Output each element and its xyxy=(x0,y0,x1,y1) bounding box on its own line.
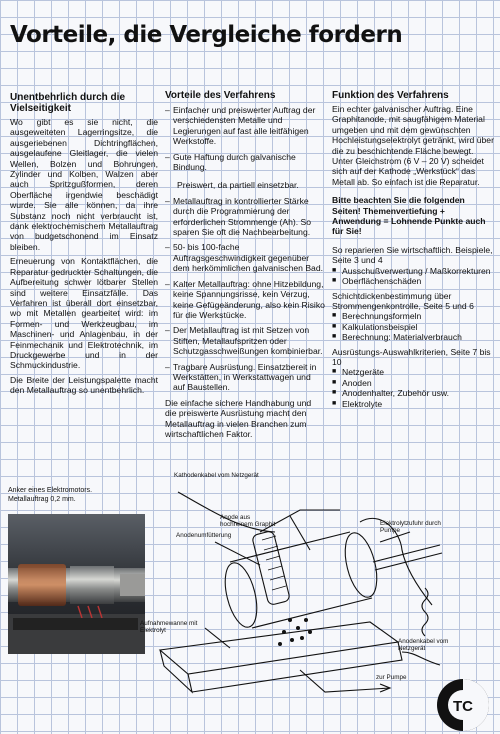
column-advantages xyxy=(165,90,325,443)
versatility-paragraph-3: Die Breite der Leistungspalette macht den Metallauftrag so unentbehrlich. xyxy=(10,374,158,396)
advantage-item: – Kalter Metallauftrag: ohne Hitzebildung, keine Spannungsrisse, kein Verzug, keine Gefügeänderung, also kein Risiko für die Werkstücke. xyxy=(165,279,325,321)
advantage-item: – Einfacher und preiswerter Auftrag der verschiedensten Metalle und Legierungen auf fast alle leitfähigen Werkstoffe. xyxy=(165,105,325,147)
motor-armature-photo xyxy=(8,514,145,654)
advantages-closing: Die einfache sichere Handhabung und die preiswerte Ausrüstung macht den Metallauftrag in vielen Branchen zum wirtschaftlichen Faktor. xyxy=(165,397,312,439)
section-heading-function: Funktion des Verfahrens xyxy=(332,90,449,101)
notice-text: Bitte beachten Sie die folgenden Seiten! Themenvertiefung + Anwendung = Lohnende Punkte auch für Sie! xyxy=(332,195,486,237)
logo-text: TC xyxy=(453,698,473,715)
list-item: ■ Ausschußverwertung / Maßkorrekturen xyxy=(332,266,494,276)
label-tray: Aufnahmewanne mit Elektrolyt xyxy=(140,620,198,635)
list-item: ■ Berechnung: Materialverbrauch xyxy=(332,332,494,342)
section-heading-advantages: Vorteile des Verfahrens xyxy=(165,90,276,101)
process-diagram xyxy=(140,470,450,720)
advantages-list xyxy=(165,105,325,393)
list-item: ■ Anodenhalter, Zubehör usw. xyxy=(332,388,494,398)
column-versatility xyxy=(10,92,158,400)
list-item: ■ Anoden xyxy=(332,378,494,388)
label-anode-cable: Anodenkabel vom Netzgerät xyxy=(398,638,449,653)
tc-logo xyxy=(436,678,490,732)
list-item: ■ Elektrolyte xyxy=(332,399,494,409)
repair-intro: So reparieren Sie wirtschaftlich. Beispiele, Seite 3 und 4 xyxy=(332,244,493,266)
advantage-item: – Der Metallauftrag ist mit Setzen von Stiften, Metallaufspritzen oder Schutzgasschweißungen kombinierbar. xyxy=(165,325,325,356)
diagram-drawing xyxy=(140,470,450,720)
section-heading-versatility: Unentbehrlich durch die Vielseitigkeit xyxy=(10,92,126,114)
equipment-intro: Ausrüstungs-Auswahlkriterien, Seite 7 bis 10 xyxy=(332,346,491,367)
advantage-subnote: Preiswert, da partiell einsetzbar. xyxy=(177,180,299,191)
label-pump: zur Pumpe xyxy=(376,674,407,681)
versatility-paragraph-1: Wo gibt es sie nicht, die ausgeweiteten Lagerringsitze, die ausgeriebenen Dichtringflächen, ausgelaufene Gleitlager, die vielen Wellen, Bolzen und Bohrungen, Zylinder und Kolben, Walzen aber auch Spritzgußformen, deren Oberfläche irgendwie beschädigt wurde. Sie alle können, da ihre Substanz noch nicht verbraucht ist, dank elektrochemischem Metallauftrag von budgetschonend im Einsatz bleiben. xyxy=(10,117,158,252)
layer-intro: Schichtdickenbestimmung über Strommengenkontrolle, Seite 5 und 6 xyxy=(332,290,474,311)
page-title: Vorteile, die Vergleiche fordern xyxy=(10,22,403,48)
label-electrolyte-supply: Elektrolytzufuhr durch Pumpe xyxy=(380,520,441,535)
list-item: ■ Oberflächenschäden xyxy=(332,276,494,286)
column-function xyxy=(332,90,494,413)
advantage-item: – Tragbare Ausrüstung. Einsatzbereit in Werkstätten, in Werkstattwagen und auf Baustellen. xyxy=(165,362,325,393)
label-anode-padding: Anodenumfütterung xyxy=(176,532,232,539)
list-item: ■ Kalkulationsbeispiel xyxy=(332,322,494,332)
repair-list xyxy=(332,266,494,287)
photo-caption: Anker eines Elektromotors. Metallauftrag 0,2 mm. xyxy=(8,487,93,503)
versatility-paragraph-2: Erneuerung von Kontaktflächen, die Reparatur gedruckter Schaltungen, die Aufbereitung schwer lötbarer Stellen sind weitere Einsatzfälle. Das Verfahren ist überall dort einsetzbar, wo mit Metallen gearbeitet wird: im Formen- und Werkzeugbau, im Maschinen- und Anlagenbau, in der Feinmechanik und Elektrotechnik, im Druckgewerbe und in der Schmuckindustrie. xyxy=(10,256,158,371)
advantage-item: – Metallauftrag in kontrollierter Stärke durch die Programmierung der erforderlichen Strommenge (Ah). So sparen Sie oft die Nachbearbeitung. xyxy=(165,196,325,238)
advantage-item: – 50- bis 100-fache Auftragsgeschwindigkeit gegenüber dem herkömmlichen galvanischen Bad. xyxy=(165,242,325,273)
label-anode-graphite: Anode aus hochreinem Graphit xyxy=(220,514,276,529)
list-item: ■ Berechnungsformeln xyxy=(332,311,494,321)
list-item: ■ Netzgeräte xyxy=(332,367,494,377)
function-paragraph: Ein echter galvanischer Auftrag. Eine Graphitanode, mit saugfähigem Material umgeben und mit dem gewünschten Hochleistungselektrolyt getränkt, wird über die zu beschichtende Fläche bewegt. Unter Gleichstrom (6 V – 20 V) scheidet sich auf der Kathode „Werkstück“ das Metall ab. So einfach ist die Reparatur. xyxy=(332,104,494,187)
equipment-list xyxy=(332,367,494,409)
advantage-item: – Gute Haftung durch galvanische Bindung. Preiswert, da partiell einsetzbar. xyxy=(165,152,325,191)
label-cathode-cable: Kathodenkabel vom Netzgerät xyxy=(174,472,259,479)
layer-list xyxy=(332,311,494,342)
